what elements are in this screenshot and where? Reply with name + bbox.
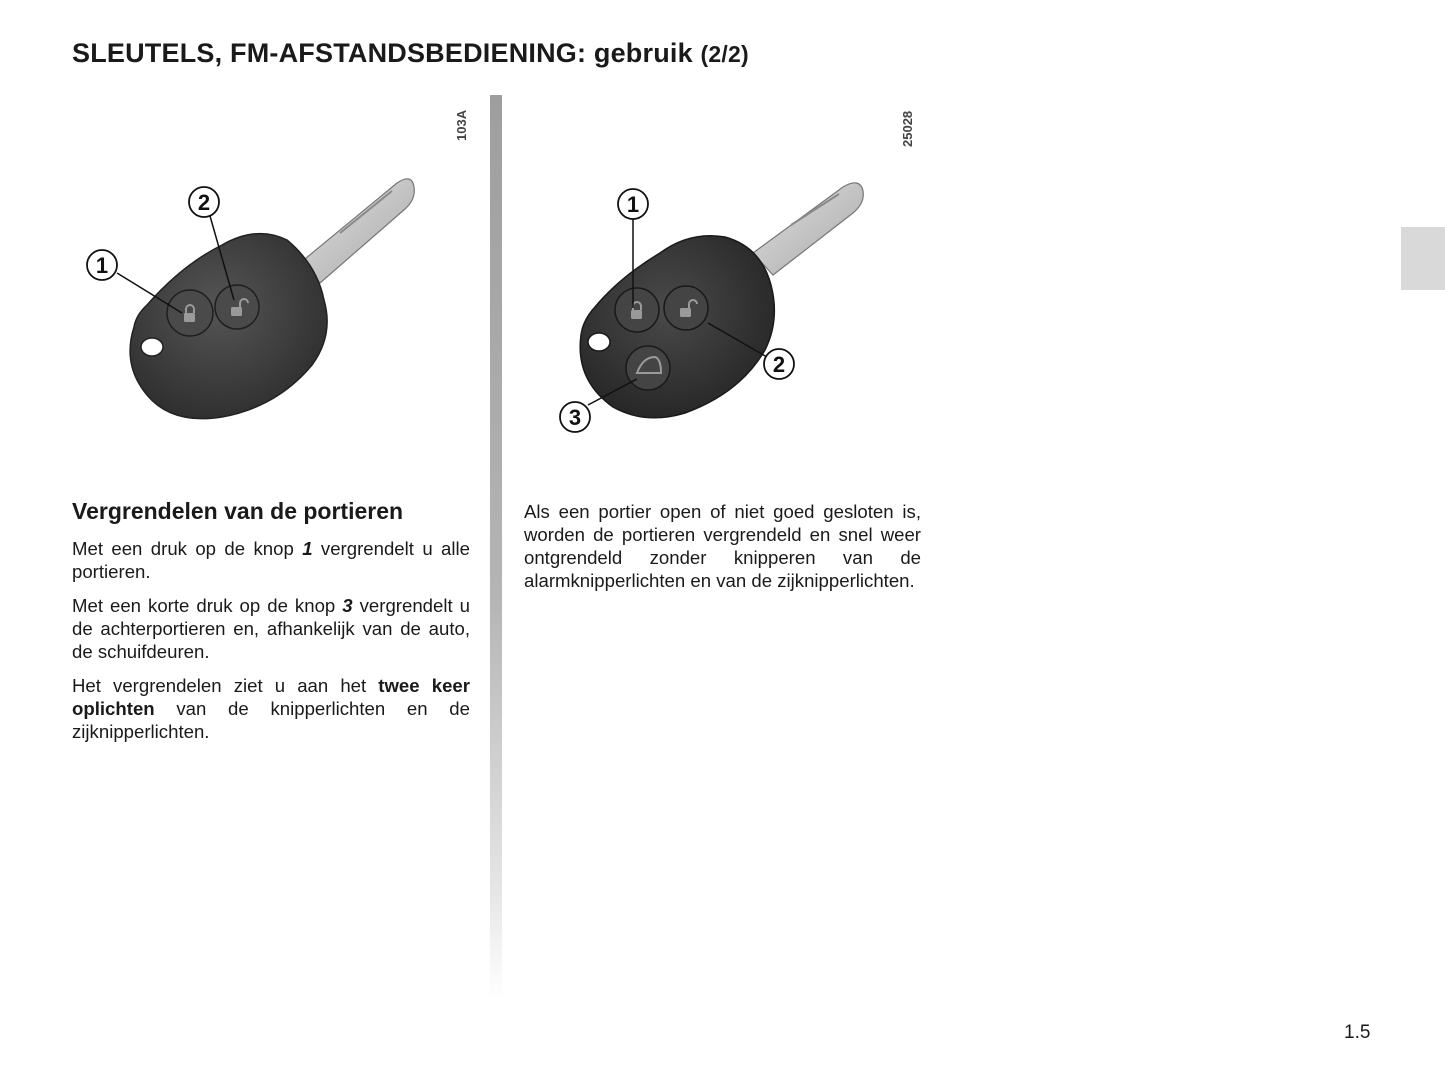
key-blade: [753, 183, 863, 275]
figure-two-button-key: [72, 95, 472, 475]
svg-text:2: 2: [197, 190, 211, 215]
callout-2-left: [189, 187, 219, 217]
callout-1-right: [618, 189, 648, 219]
figure-three-button-key: [525, 95, 925, 475]
lock-icon: [631, 310, 642, 319]
svg-text:1: 1: [95, 253, 109, 278]
callout-3-right: [560, 402, 590, 432]
svg-text:1: 1: [626, 192, 640, 217]
svg-text:3: 3: [568, 405, 582, 430]
figure-code-left: 103A: [454, 109, 469, 141]
page-title: [72, 38, 749, 69]
figure-code-right: 25028: [900, 110, 915, 147]
three-button-key-illustration: [525, 95, 925, 475]
unlock-icon: [231, 307, 242, 316]
key-ring-hole: [588, 333, 610, 351]
paragraph-door-open-note: Als een portier open of niet goed gesloten is, worden de portieren vergrendeld en snel weer ontgrendeld zonder knipperen van de alarmknipperlichten en van de zijknipperlichten.: [524, 501, 921, 591]
page-title-suffix: (2/2): [700, 41, 749, 67]
lock-icon: [184, 313, 195, 322]
callout-1-left: [87, 250, 117, 280]
page-number: 1.5: [1344, 1022, 1371, 1043]
paragraph-lock-indication: Het vergrendelen ziet u aan het twee keer oplichten van de knipperlichten en de zijknipperlichten.: [72, 675, 470, 742]
key-ring-hole: [141, 338, 163, 356]
callout-2-right: [764, 349, 794, 379]
unlock-icon: [680, 308, 691, 317]
page-title-text: SLEUTELS, FM-AFSTANDSBEDIENING: gebruik: [72, 38, 693, 68]
rear-door-button: [626, 346, 670, 390]
column-divider: [490, 95, 502, 1000]
two-button-key-illustration: [72, 95, 472, 475]
key-blade: [300, 179, 414, 283]
svg-text:2: 2: [772, 352, 786, 377]
chapter-tab: [1401, 227, 1445, 290]
section-heading: Vergrendelen van de portieren: [72, 498, 404, 524]
paragraph-lock-all: Met een druk op de knop 1 vergrendelt u alle portieren.: [72, 538, 470, 582]
paragraph-lock-rear: Met een korte druk op de knop 3 vergrendelt u de achterportieren en, afhankelijk van de auto, de schuifdeuren.: [72, 595, 470, 662]
